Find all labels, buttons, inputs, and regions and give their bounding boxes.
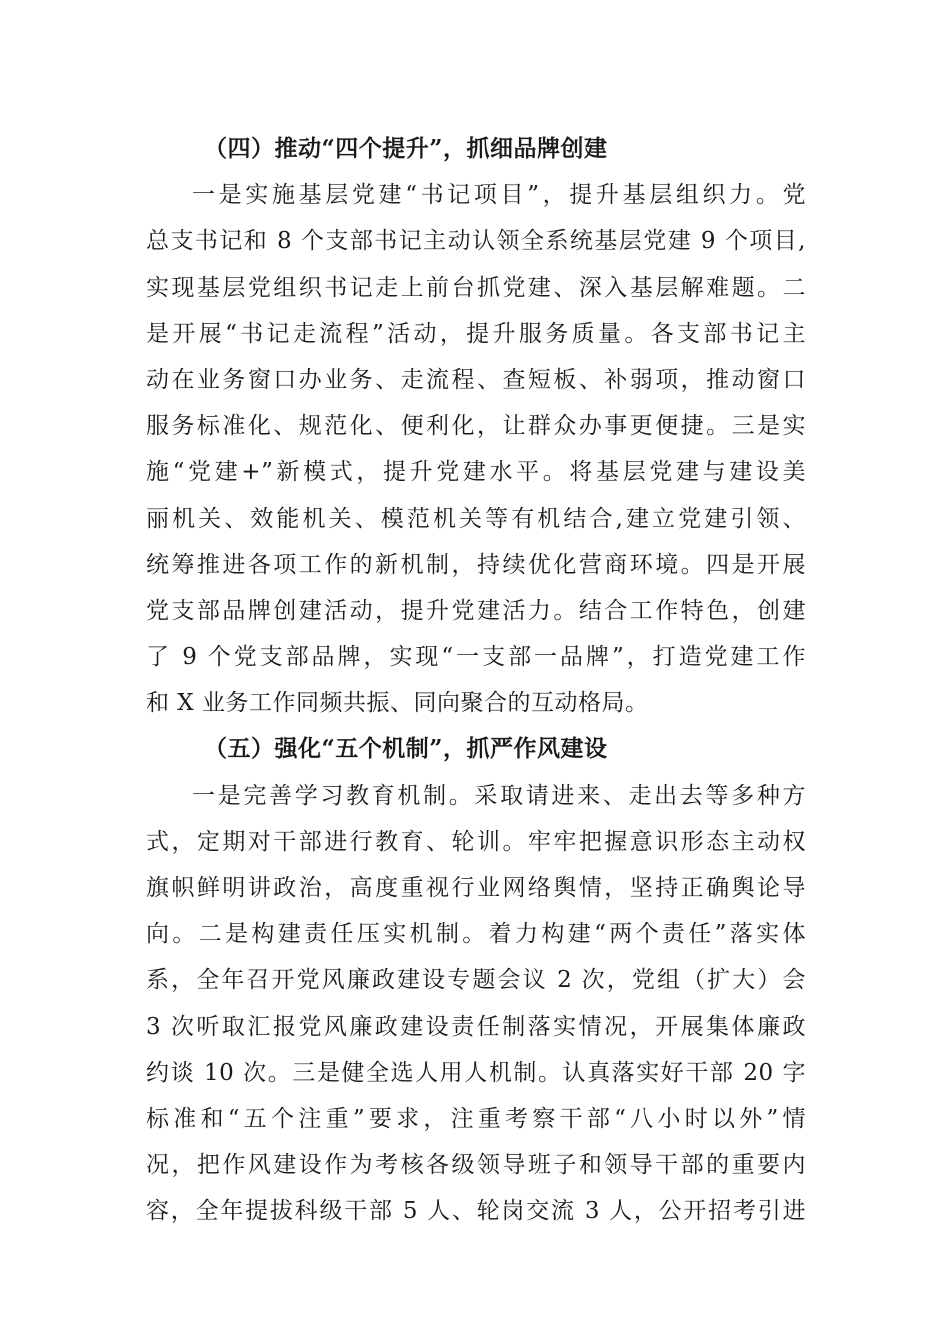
paragraph-line: 党支部品牌创建活动，提升党建活力。结合工作特色，创建 xyxy=(146,597,806,624)
paragraph-line: 了 9 个党支部品牌，实现“一支部一品牌”，打造党建工作 xyxy=(146,644,806,671)
paragraph-line: 统筹推进各项工作的新机制，持续优化营商环境。四是开展 xyxy=(146,551,806,578)
paragraph-line: 动在业务窗口办业务、走流程、查短板、补弱项，推动窗口 xyxy=(146,366,806,393)
paragraph-line: 是开展“书记走流程”活动，提升服务质量。各支部书记主 xyxy=(146,320,806,347)
paragraph-line: 施“党建+”新模式，提升党建水平。将基层党建与建设美 xyxy=(146,459,806,486)
paragraph-line: 式，定期对干部进行教育、轮训。牢牢把握意识形态主动权 xyxy=(146,828,806,855)
paragraph-line: 3 次听取汇报党风廉政建设责任制落实情况，开展集体廉政 xyxy=(146,1013,806,1040)
paragraph-line: 系，全年召开党风廉政建设专题会议 2 次，党组（扩大）会 xyxy=(146,967,806,994)
paragraph-line: 旗帜鲜明讲政治，高度重视行业网络舆情，坚持正确舆论导 xyxy=(146,875,806,901)
paragraph-line: 况，把作风建设作为考核各级领导班子和领导干部的重要内 xyxy=(146,1152,806,1179)
paragraph-line: 约谈 10 次。三是健全选人用人机制。认真落实好干部 20 字 xyxy=(146,1059,806,1086)
paragraph-line: 向。二是构建责任压实机制。着力构建“两个责任”落实体 xyxy=(146,921,806,948)
section-heading-five: （五）强化“五个机制”，抓严作风建设 xyxy=(204,735,608,763)
paragraph-line: 总支书记和 8 个支部书记主动认领全系统基层党建 9 个项目, xyxy=(146,228,806,255)
section-heading-four: （四）推动“四个提升”，抓细品牌创建 xyxy=(204,135,608,162)
paragraph-line: 一是完善学习教育机制。采取请进来、走出去等多种方 xyxy=(192,782,806,809)
paragraph-line: 和 X 业务工作同频共振、同向聚合的互动格局。 xyxy=(146,690,649,717)
paragraph-line: 服务标准化、规范化、便利化，让群众办事更便捷。三是实 xyxy=(146,413,806,440)
paragraph-line: 容，全年提拔科级干部 5 人、轮岗交流 3 人，公开招考引进 xyxy=(146,1198,806,1225)
paragraph-line: 一是实施基层党建“书记项目”，提升基层组织力。党 xyxy=(192,182,806,209)
paragraph-line: 丽机关、效能机关、模范机关等有机结合,建立党建引领、 xyxy=(146,505,806,532)
paragraph-line: 标准和“五个注重”要求，注重考察干部“八小时以外”情 xyxy=(146,1105,806,1132)
paragraph-line: 实现基层党组织书记走上前台抓党建、深入基层解难题。二 xyxy=(146,274,806,301)
document-page xyxy=(146,126,806,1235)
